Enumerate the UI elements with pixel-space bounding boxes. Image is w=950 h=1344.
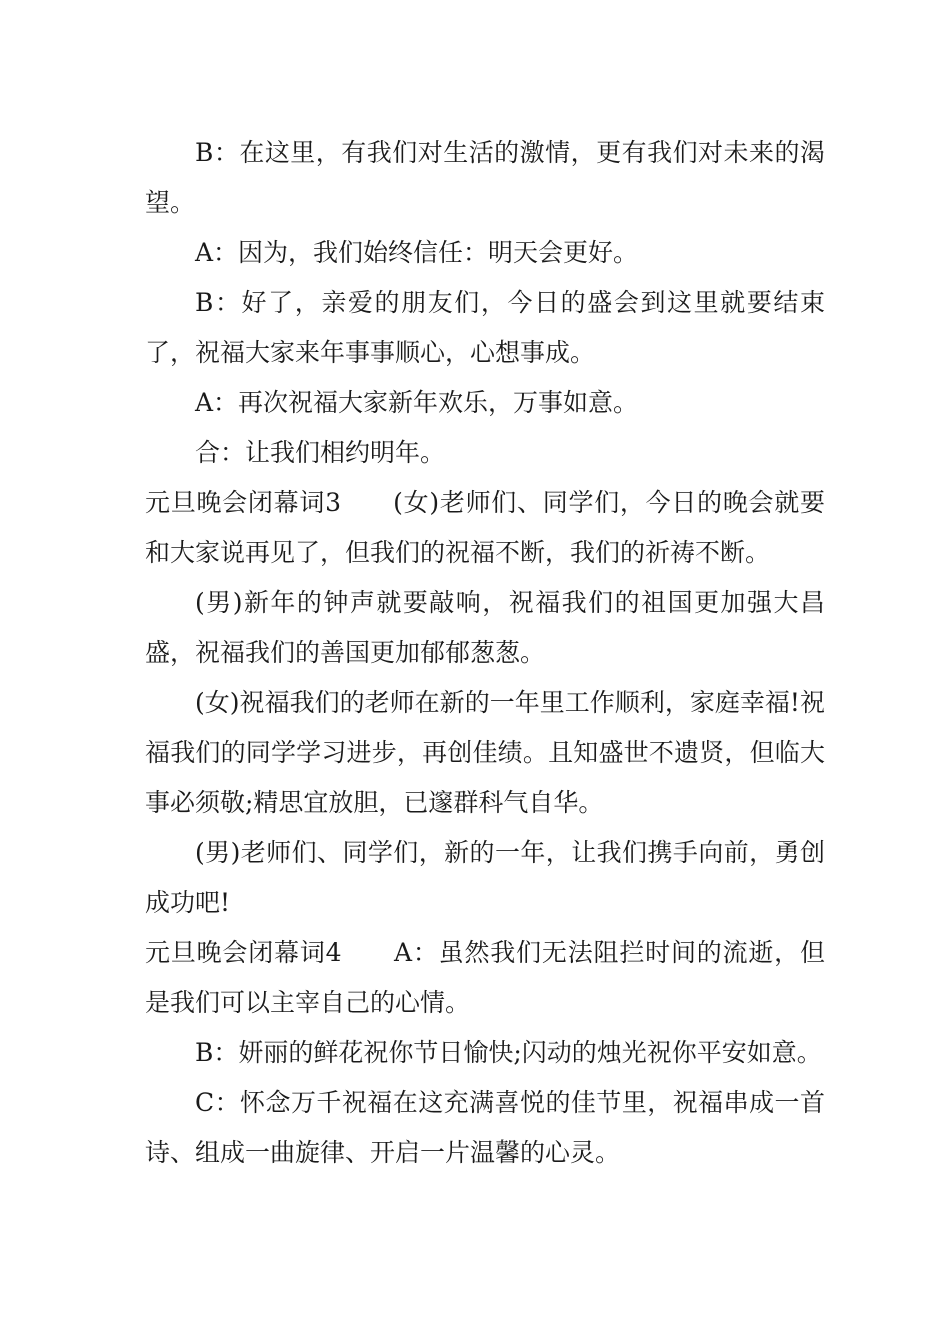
paragraph: (男)新年的钟声就要敲响，祝福我们的祖国更加强大昌盛，祝福我们的善国更加郁郁葱葱。 <box>145 588 825 667</box>
section-paragraph: 元旦晚会闭幕词4 A：虽然我们无法阻拦时间的流逝，但是我们可以主宰自己的心情。 <box>145 938 825 1017</box>
paragraph: A：再次祝福大家新年欢乐，万事如意。 <box>195 388 639 417</box>
paragraph: B：好了，亲爱的朋友们，今日的盛会到这里就要结束了，祝福大家来年事事顺心，心想事成。 <box>145 288 825 367</box>
document-body <box>145 128 825 1178</box>
paragraph: B：在这里，有我们对生活的激情，更有我们对未来的渴望。 <box>145 138 825 217</box>
paragraph: B：妍丽的鲜花祝你节日愉快;闪动的烛光祝你平安如意。 <box>195 1038 822 1067</box>
paragraph: 合：让我们相约明年。 <box>195 438 446 467</box>
paragraph: A：因为，我们始终信任：明天会更好。 <box>195 238 639 267</box>
section-paragraph: 元旦晚会闭幕词3 (女)老师们、同学们，今日的晚会就要和大家说再见了，但我们的祝福不断，我们的祈祷不断。 <box>145 488 825 567</box>
paragraph: (男)老师们、同学们，新的一年，让我们携手向前，勇创成功吧! <box>145 838 825 917</box>
paragraph: (女)祝福我们的老师在新的一年里工作顺利，家庭幸福!祝福我们的同学学习进步，再创佳绩。且知盛世不遗贤，但临大事必须敬;精思宜放胆，已邃群科气自华。 <box>145 688 825 817</box>
paragraph: C：怀念万千祝福在这充满喜悦的佳节里，祝福串成一首诗、组成一曲旋律、开启一片温馨的心灵。 <box>145 1088 825 1167</box>
